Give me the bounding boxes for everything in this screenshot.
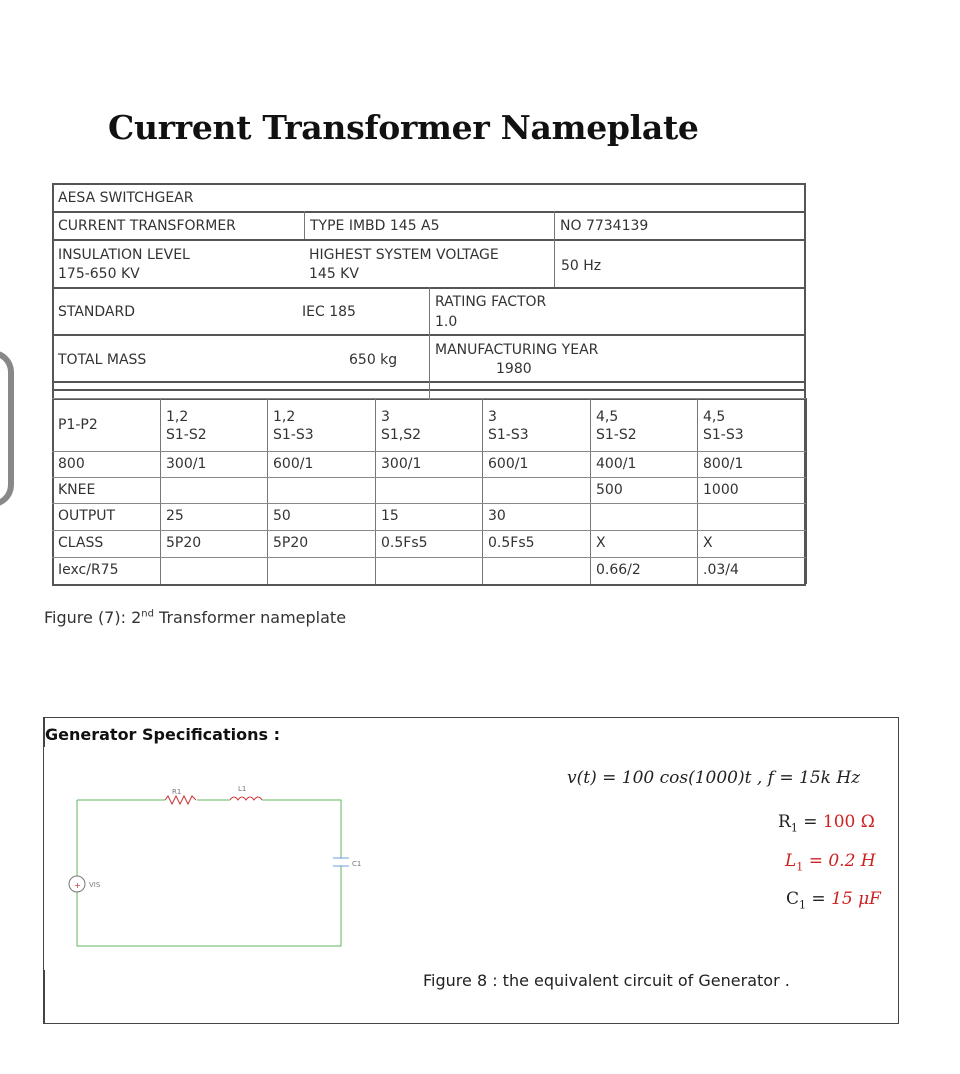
mfg-year-label: MANUFACTURING YEAR	[435, 342, 599, 358]
table-cell: 1000	[703, 482, 739, 498]
total-mass-value: 650 kg	[349, 352, 398, 368]
table-cell: 500	[596, 482, 623, 498]
frequency: 50 Hz	[561, 258, 602, 274]
table-header-cell: 4,5	[703, 409, 726, 425]
table-header-cell: 3	[381, 409, 390, 425]
table-row-label: 800	[58, 456, 85, 472]
c1-label: C1	[352, 860, 362, 868]
product-name: CURRENT TRANSFORMER	[58, 218, 236, 234]
insulation-value: 175-650 KV	[58, 266, 140, 282]
table-header-cell: S1-S3	[273, 427, 314, 443]
figure-7-caption: Figure (7): 2nd Transformer nameplate	[44, 608, 347, 627]
standard-value: IEC 185	[302, 304, 356, 320]
table-cell: 50	[273, 508, 291, 524]
table-cell: 800/1	[703, 456, 744, 472]
table-cell: 0.5Fs5	[488, 535, 535, 551]
page-title: Current Transformer Nameplate	[108, 108, 699, 147]
standard-label: STANDARD	[58, 304, 136, 320]
capacitor-c1-icon	[333, 858, 349, 866]
table-cell: 600/1	[488, 456, 529, 472]
l1-label: L1	[238, 785, 247, 793]
table-row-label: KNEE	[58, 482, 96, 498]
vs-label: VIS	[89, 881, 101, 889]
circuit-wires	[77, 800, 341, 946]
rating-factor-value: 1.0	[435, 314, 458, 330]
table-row-label: CLASS	[58, 535, 104, 551]
voltage-equation: v(t) = 100 cos(1000)t , f = 15k Hz	[567, 768, 861, 788]
table-cell: 400/1	[596, 456, 637, 472]
l1-equation: $L_1 = 0.2$ H	[785, 851, 876, 874]
r1-equation: $R_1 = 100$ Ω	[778, 812, 875, 835]
table-header-cell: 1,2	[166, 409, 189, 425]
table-cell: 600/1	[273, 456, 314, 472]
type-code: TYPE IMBD 145 A5	[310, 218, 440, 234]
table-cell: 300/1	[166, 456, 207, 472]
manufacturer: AESA SWITCHGEAR	[58, 190, 194, 206]
table-row-label: OUTPUT	[58, 508, 116, 524]
table-header-cell: 4,5	[596, 409, 619, 425]
c1-equation: $C_1 = 15$ μF	[786, 889, 881, 912]
table-header-cell: 3	[488, 409, 497, 425]
hsv-value: 145 KV	[309, 266, 359, 282]
resistor-r1-icon	[165, 796, 196, 804]
mfg-year-value: 1980	[496, 361, 532, 377]
table-cell: 5P20	[273, 535, 309, 551]
table-header-label: P1-P2	[58, 417, 98, 433]
table-cell: 5P20	[166, 535, 202, 551]
table-header-cell: S1-S2	[166, 427, 207, 443]
table-cell: 25	[166, 508, 184, 524]
table-row-label: Iexc/R75	[58, 562, 119, 578]
total-mass-label: TOTAL MASS	[58, 352, 147, 368]
table-cell: X	[703, 535, 713, 551]
table-header-cell: 1,2	[273, 409, 296, 425]
table-header-cell: S1-S3	[703, 427, 744, 443]
table-header-cell: S1-S2	[596, 427, 637, 443]
source-plus-sign: +	[74, 881, 81, 890]
figure-8-caption: Figure 8 : the equivalent circuit of Generator .	[423, 971, 790, 990]
table-cell: 15	[381, 508, 399, 524]
inductor-l1-icon	[230, 797, 262, 800]
table-header-cell: S1,S2	[381, 427, 422, 443]
generator-title: Generator Specifications :	[45, 725, 280, 744]
table-cell: 30	[488, 508, 506, 524]
hsv-label: HIGHEST SYSTEM VOLTAGE	[309, 247, 499, 263]
table-cell: 300/1	[381, 456, 422, 472]
table-header-cell: S1-S3	[488, 427, 529, 443]
table-cell: X	[596, 535, 606, 551]
table-cell: 0.5Fs5	[381, 535, 428, 551]
table-cell: 0.66/2	[596, 562, 641, 578]
rating-factor-label: RATING FACTOR	[435, 294, 547, 310]
insulation-label: INSULATION LEVEL	[58, 247, 190, 263]
r1-label: R1	[172, 788, 182, 796]
table-cell: .03/4	[703, 562, 739, 578]
serial-number: NO 7734139	[560, 218, 649, 234]
